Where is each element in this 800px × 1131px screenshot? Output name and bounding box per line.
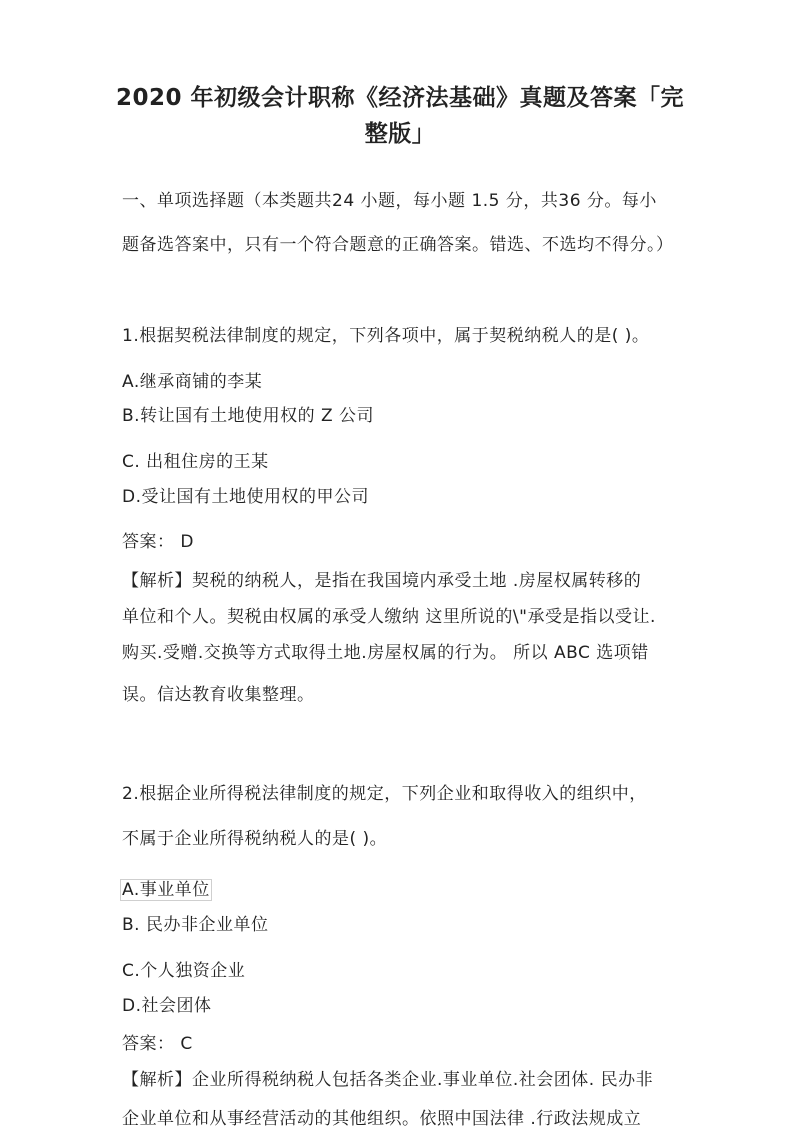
document-title-line-1: 2020 年初级会计职称《经济法基础》真题及答案「完: [115, 85, 685, 111]
question-1-analysis-line-3: 购买.受赠.交换等方式取得土地.房屋权属的行为。 所以 ABC 选项错: [122, 643, 649, 663]
question-1-stem: 1.根据契税法律制度的规定，下列各项中，属于契税纳税人的是( )。: [122, 326, 650, 346]
document-title-line-2: 整版」: [364, 121, 436, 147]
question-1-answer: 答案： D: [122, 532, 194, 552]
question-1-analysis-line-4: 误。信达教育收集整理。: [122, 685, 315, 705]
section-intro-line-2: 题备选答案中，只有一个符合题意的正确答案。错选、不选均不得分。）: [122, 235, 674, 255]
question-2-option-b: B. 民办非企业单位: [122, 915, 269, 935]
question-2-analysis-line-1: 【解析】企业所得税纳税人包括各类企业.事业单位.社会团体. 民办非: [122, 1070, 654, 1090]
question-2-option-a-text: A.事业单位: [122, 880, 210, 900]
question-2-analysis-line-2: 企业单位和从事经营活动的其他组织。依照中国法律 .行政法规成立: [122, 1109, 642, 1129]
question-2-answer: 答案： C: [122, 1034, 193, 1054]
section-intro-line-1: 一、单项选择题（本类题共24 小题，每小题 1.5 分，共36 分。每小: [122, 191, 657, 211]
question-2-option-a: [120, 875, 212, 900]
question-1-option-c: C. 出租住房的王某: [122, 452, 269, 472]
question-2-option-c: C.个人独资企业: [122, 961, 246, 981]
question-2-stem-line-1: 2.根据企业所得税法律制度的规定，下列企业和取得收入的组织中，: [122, 784, 647, 804]
question-1-analysis-line-2: 单位和个人。契税由权属的承受人缴纳 这里所说的\"承受是指以受让.: [122, 607, 656, 627]
question-2-stem-line-2: 不属于企业所得税纳税人的是( )。: [122, 829, 388, 849]
question-1-analysis-line-1: 【解析】契税的纳税人，是指在我国境内承受土地 .房屋权属转移的: [122, 571, 642, 591]
question-1-option-d: D.受让国有土地使用权的甲公司: [122, 487, 369, 507]
question-2-option-d: D.社会团体: [122, 996, 212, 1016]
question-1-option-b: B.转让国有土地使用权的 Z 公司: [122, 406, 375, 426]
question-1-option-a: A.继承商铺的李某: [122, 372, 263, 392]
